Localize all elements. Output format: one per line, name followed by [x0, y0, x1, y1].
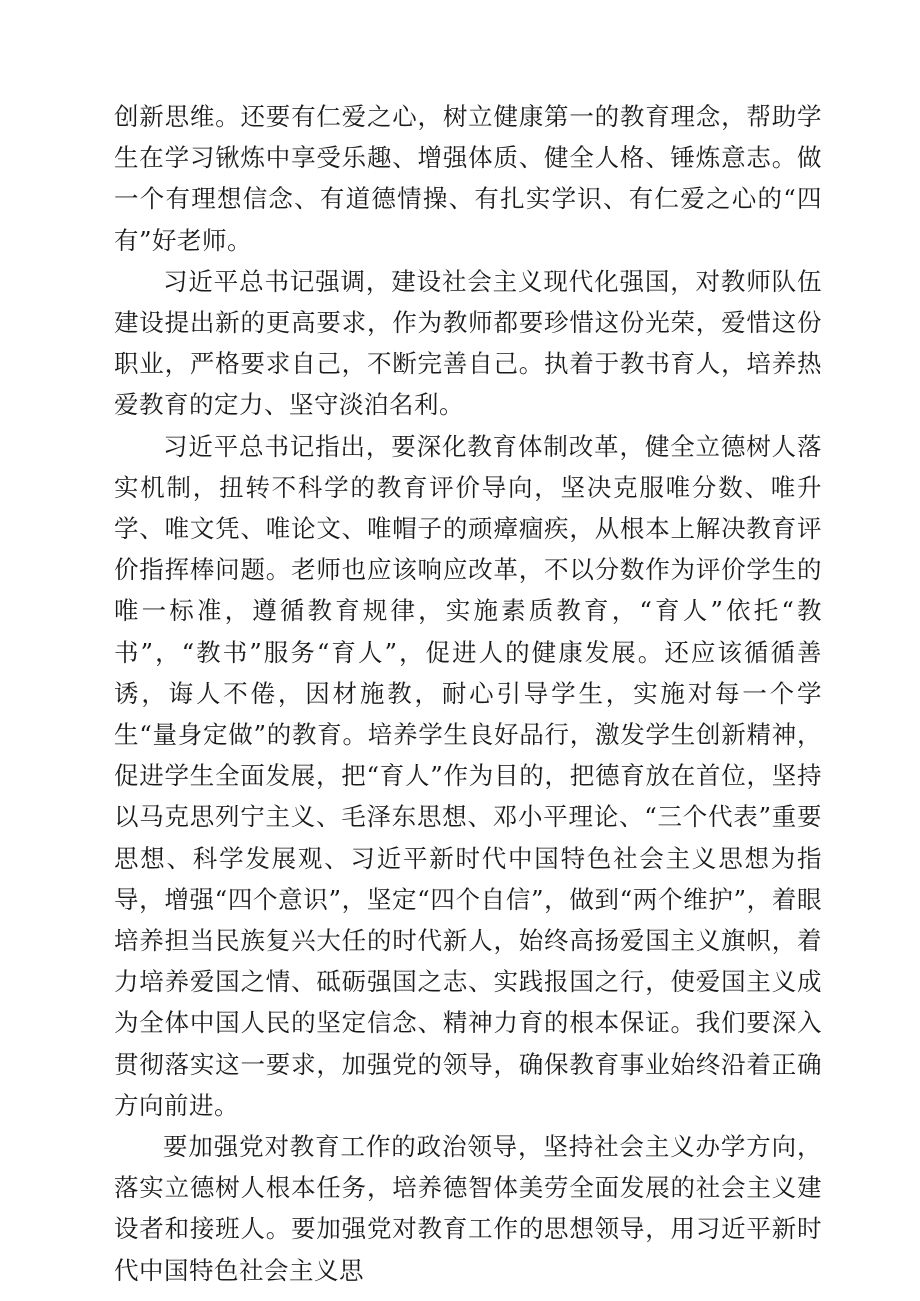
paragraph-continuation: 创新思维。还要有仁爱之心，树立健康第一的教育理念，帮助学生在学习锹炼中享受乐趣、增强体质、健全人格、锤炼意志。做一个有理想信念、有道德情操、有扎实学识、有仁爱之心的“四有”好老师。 [114, 102, 822, 255]
paragraph-party-leadership: 要加强党对教育工作的政治领导，坚持社会主义办学方向，落实立德树人根本任务，培养德智体美劳全面发展的社会主义建设者和接班人。要加强党对教育工作的思想领导，用习近平新时代中国特色社会主义思 [114, 1132, 822, 1285]
document-body [114, 96, 822, 1291]
paragraph-education-reform: 习近平总书记指出，要深化教育体制改革，健全立德树人落实机制，扭转不科学的教育评价导向，坚决克服唯分数、唯升学、唯文凭、唯论文、唯帽子的顽瘴痼疾，从根本上解决教育评价指挥棒问题。老师也应该响应改革，不以分数作为评价学生的唯一标准，遵循教育规律，实施素质教育，“育人”依托“教书”，“教书”服务“育人”，促进人的健康发展。还应该循循善诱，诲人不倦，因材施教，耐心引导学生，实施对每一个学生“量身定做”的教育。培养学生良好品行，激发学生创新精神，促进学生全面发展，把“育人”作为目的，把德育放在首位，坚持以马克思列宁主义、毛泽东思想、邓小平理论、“三个代表”重要思想、科学发展观、习近平新时代中国特色社会主义思想为指导，增强“四个意识”，坚定“四个自信”，做到“两个维护”，着眼培养担当民族复兴大任的时代新人，始终高扬爱国主义旗帜，着力培养爱国之情、砥砺强国之志、实践报国之行，使爱国主义成为全体中国人民的坚定信念、精神力育的根本保证。我们要深入贯彻落实这一要求，加强党的领导，确保教育事业始终沿着正确方向前进。 [114, 431, 822, 1120]
paragraph-teacher-requirements: 习近平总书记强调，建设社会主义现代化强国，对教师队伍建设提出新的更高要求，作为教师都要珍惜这份光荣，爱惜这份职业，严格要求自己，不断完善自己。执着于教书育人，培养热爱教育的定力、坚守淡泊名利。 [114, 266, 822, 420]
